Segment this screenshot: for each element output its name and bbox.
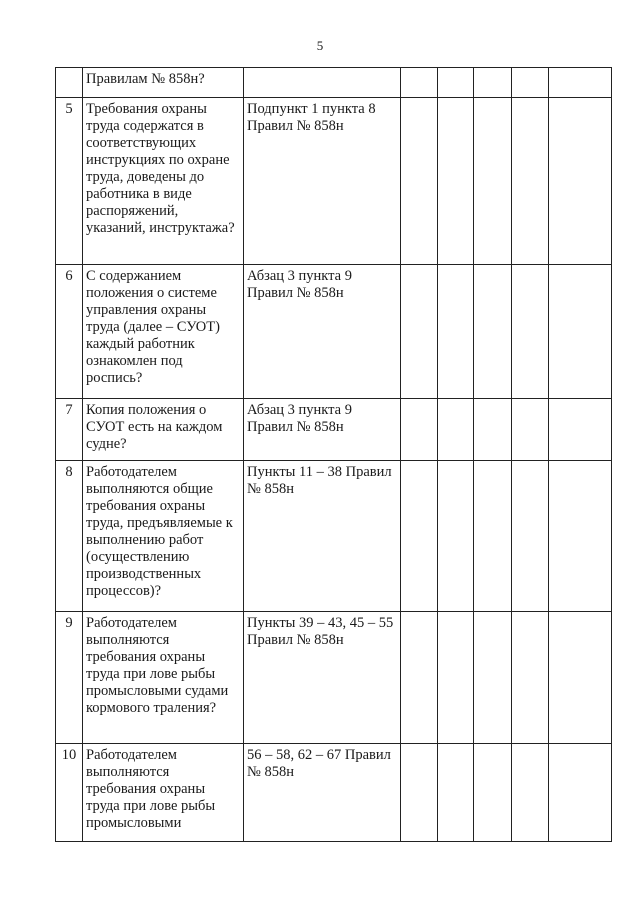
- table-row: [56, 612, 612, 744]
- empty-cell: [438, 68, 474, 98]
- table-row: [56, 399, 612, 461]
- legal-reference: Пункты 11 – 38 Правил № 858н: [247, 464, 392, 497]
- requirement-question: Работодателем выполняются требования охраны труда при лове рыбы промысловыми: [86, 747, 216, 831]
- empty-cell: [401, 399, 438, 461]
- checklist-table: [55, 67, 612, 842]
- row-number: 9: [56, 612, 83, 744]
- empty-cell: [438, 744, 474, 842]
- empty-cell: [549, 612, 612, 744]
- empty-cell: [512, 461, 549, 612]
- empty-cell: [512, 399, 549, 461]
- legal-reference: Пункты 39 – 43, 45 – 55 Правил № 858н: [247, 615, 394, 648]
- empty-cell: [549, 461, 612, 612]
- empty-cell: [401, 68, 438, 98]
- empty-cell: [549, 68, 612, 98]
- requirement-question: Правилам № 858н?: [86, 71, 205, 87]
- empty-cell: [401, 612, 438, 744]
- requirement-question: Копия положения о СУОТ есть на каждом судне?: [86, 402, 223, 452]
- row-number: [56, 68, 83, 98]
- row-number: 6: [56, 265, 83, 399]
- table-row: [56, 98, 612, 265]
- empty-cell: [438, 98, 474, 265]
- empty-cell: [401, 744, 438, 842]
- legal-reference: 56 – 58, 62 – 67 Правил № 858н: [247, 747, 391, 780]
- empty-cell: [474, 265, 512, 399]
- empty-cell: [512, 612, 549, 744]
- requirement-question: Работодателем выполняются общие требования охраны труда, предъявляемые к выполнению работ (осуществлению производственных процессов)?: [86, 464, 233, 599]
- empty-cell: [549, 399, 612, 461]
- empty-cell: [474, 98, 512, 265]
- row-number: 7: [56, 399, 83, 461]
- empty-cell: [512, 265, 549, 399]
- empty-cell: [438, 265, 474, 399]
- empty-cell: [438, 399, 474, 461]
- empty-cell: [512, 68, 549, 98]
- table-row: [56, 744, 612, 842]
- empty-cell: [401, 98, 438, 265]
- empty-cell: [549, 98, 612, 265]
- legal-reference: Абзац 3 пункта 9 Правил № 858н: [247, 268, 352, 301]
- table-row: [56, 265, 612, 399]
- empty-cell: [549, 744, 612, 842]
- empty-cell: [512, 98, 549, 265]
- row-number: 5: [56, 98, 83, 265]
- legal-reference: Абзац 3 пункта 9 Правил № 858н: [247, 402, 352, 435]
- empty-cell: [401, 265, 438, 399]
- empty-cell: [474, 399, 512, 461]
- requirement-question: Требования охраны труда содержатся в соответствующих инструкциях по охране труда, доведены до работника в виде распоряжений, указаний, инструктажа?: [86, 101, 235, 236]
- table-row: [56, 461, 612, 612]
- empty-cell: [474, 612, 512, 744]
- table-row: [56, 68, 612, 98]
- empty-cell: [474, 461, 512, 612]
- page-number: 5: [316, 38, 324, 53]
- empty-cell: [474, 68, 512, 98]
- empty-cell: [549, 265, 612, 399]
- empty-cell: [438, 612, 474, 744]
- empty-cell: [512, 744, 549, 842]
- row-number: 10: [56, 744, 83, 842]
- legal-reference: Подпункт 1 пункта 8 Правил № 858н: [247, 101, 376, 134]
- empty-cell: [401, 461, 438, 612]
- empty-cell: [438, 461, 474, 612]
- empty-cell: [474, 744, 512, 842]
- requirement-question: С содержанием положения о системе управления охраны труда (далее – СУОТ) каждый работник ознакомлен под роспись?: [86, 268, 220, 386]
- row-number: 8: [56, 461, 83, 612]
- requirement-question: Работодателем выполняются требования охраны труда при лове рыбы промысловыми судами кормового траления?: [86, 615, 229, 716]
